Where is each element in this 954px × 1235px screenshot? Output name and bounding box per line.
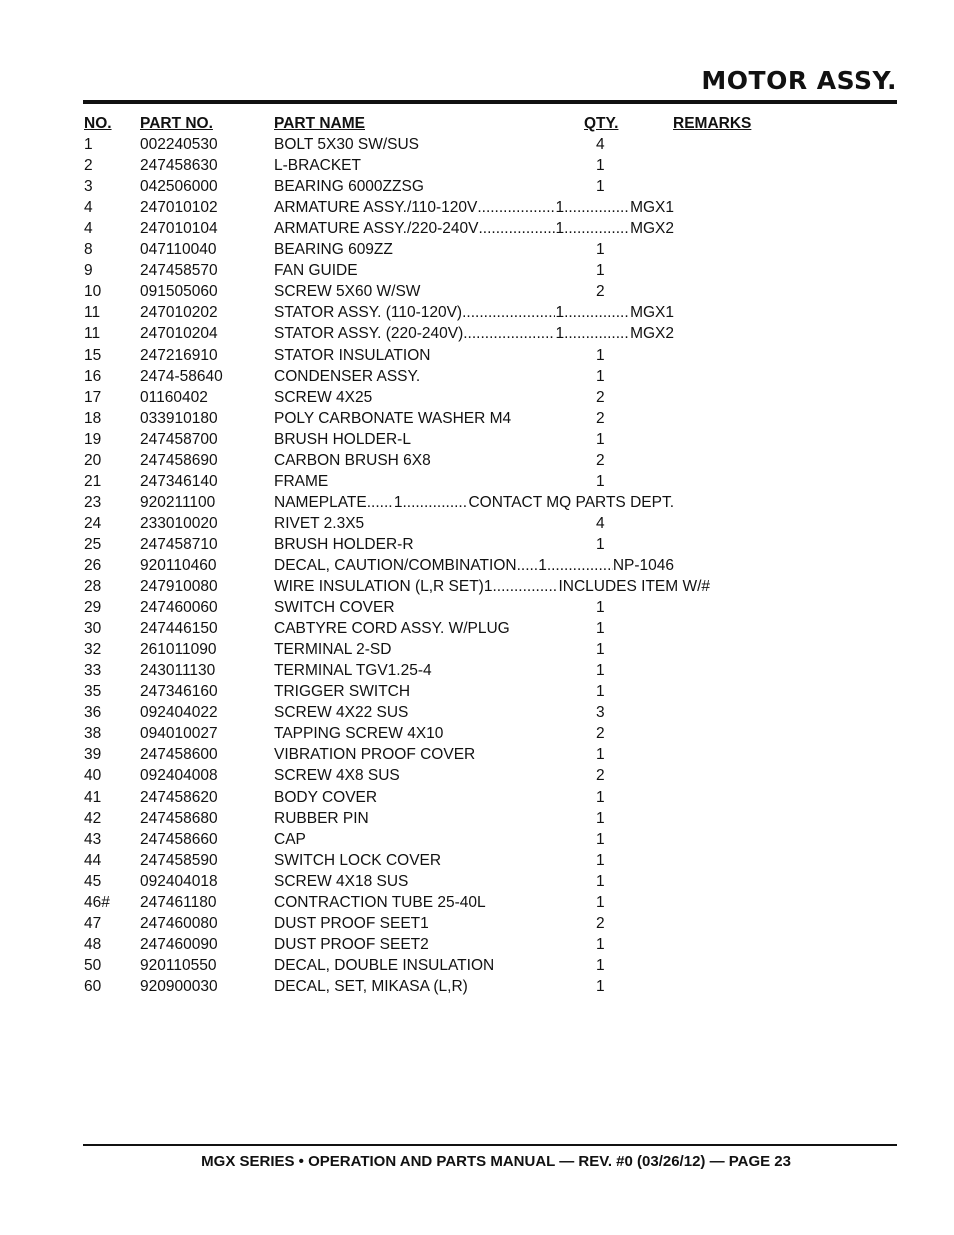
part-name: BRUSH HOLDER-L (274, 430, 411, 448)
table-row (83, 765, 897, 786)
part-name: CONTRACTION TUBE 25-40L (274, 893, 486, 911)
table-row (83, 723, 897, 744)
dotted-leader-group (274, 197, 674, 218)
table-row (83, 197, 897, 218)
part-number: 092404022 (140, 704, 218, 722)
quantity: 1 (596, 367, 605, 385)
part-name: CABTYRE CORD ASSY. W/PLUG (274, 620, 510, 638)
part-name: SCREW 5X60 W/SW (274, 283, 421, 301)
dotted-leader-group (274, 555, 674, 576)
part-number: 002240530 (140, 136, 218, 154)
quantity: 2 (596, 451, 605, 469)
part-name: CAP (274, 830, 306, 848)
table-row (83, 892, 897, 913)
remarks: MGX1 (630, 199, 674, 217)
table-row (83, 871, 897, 892)
part-name: BEARING 609ZZ (274, 241, 393, 259)
item-number: 21 (84, 472, 102, 490)
item-number: 48 (84, 935, 102, 953)
part-name: ARMATURE ASSY./220-240V (274, 220, 479, 238)
part-number: 243011130 (140, 662, 216, 680)
part-name: SCREW 4X8 SUS (274, 767, 400, 785)
part-name: FAN GUIDE (274, 262, 358, 280)
part-number: 920110550 (140, 956, 217, 974)
part-number: 247461180 (140, 893, 217, 911)
quantity: 4 (596, 514, 605, 532)
quantity: 1 (596, 893, 605, 911)
item-number: 39 (84, 746, 102, 764)
table-row (83, 976, 897, 997)
item-number: 29 (84, 599, 102, 617)
part-name: RIVET 2.3X5 (274, 514, 365, 532)
quantity: 1 (596, 599, 605, 617)
part-name: SCREW 4X22 SUS (274, 704, 409, 722)
part-number: 247010102 (140, 199, 218, 217)
part-number: 247458680 (140, 809, 218, 827)
quantity: 1 (596, 535, 605, 553)
column-header-no: NO. (84, 115, 112, 132)
part-number: 092404008 (140, 767, 218, 785)
part-number: 247460090 (140, 935, 218, 953)
part-number: 047110040 (140, 241, 217, 259)
part-name: TAPPING SCREW 4X10 (274, 725, 444, 743)
leader-dots (462, 302, 555, 323)
quantity: 1 (596, 977, 605, 995)
item-number: 8 (84, 241, 93, 259)
quantity: 2 (596, 767, 605, 785)
table-row (83, 345, 897, 366)
quantity: 1 (596, 746, 605, 764)
table-row (83, 239, 897, 260)
part-number: 2474-58640 (140, 367, 223, 385)
leader-dots (492, 576, 558, 597)
column-header-part-no: PART NO. (140, 115, 213, 132)
item-number: 26 (84, 556, 102, 574)
item-number: 18 (84, 409, 102, 427)
quantity: 1 (555, 199, 565, 217)
table-row (83, 955, 897, 976)
part-name: TERMINAL 2-SD (274, 641, 392, 659)
table-row (83, 450, 897, 471)
table-row (83, 387, 897, 408)
table-row (83, 176, 897, 197)
part-number: 261011090 (140, 641, 217, 659)
leader-dots (564, 302, 630, 323)
item-number: 28 (84, 578, 102, 596)
item-number: 35 (84, 683, 102, 701)
part-number: 247010204 (140, 325, 218, 343)
part-name: CARBON BRUSH 6X8 (274, 451, 431, 469)
item-number: 45 (84, 872, 102, 890)
table-row (83, 744, 897, 765)
leader-dots (478, 218, 555, 239)
column-header-qty: QTY. (584, 115, 619, 132)
item-number: 42 (84, 809, 102, 827)
remarks: MGX1 (630, 304, 674, 322)
part-number: 247460060 (140, 599, 218, 617)
dotted-leader-group (274, 576, 711, 597)
part-number: 247458660 (140, 830, 218, 848)
part-number: 247458630 (140, 157, 218, 175)
part-name: POLY CARBONATE WASHER M4 (274, 409, 512, 427)
quantity: 1 (538, 556, 547, 574)
table-row (83, 618, 897, 639)
item-number: 10 (84, 283, 102, 301)
item-number: 24 (84, 514, 102, 532)
leader-dots (547, 555, 613, 576)
table-row (83, 597, 897, 618)
leader-dots (564, 197, 630, 218)
quantity: 2 (596, 409, 605, 427)
leader-dots (564, 323, 630, 344)
item-number: 17 (84, 388, 102, 406)
part-name: RUBBER PIN (274, 809, 369, 827)
table-row (83, 534, 897, 555)
item-number: 19 (84, 430, 102, 448)
item-number: 3 (84, 178, 93, 196)
quantity: 1 (596, 872, 605, 890)
quantity: 1 (596, 641, 605, 659)
part-name: FRAME (274, 472, 329, 490)
quantity: 1 (555, 304, 565, 322)
leader-dots (564, 218, 630, 239)
part-name: CONDENSER ASSY. (274, 367, 421, 385)
leader-dots (477, 197, 555, 218)
table-row (83, 702, 897, 723)
item-number: 2 (84, 157, 93, 175)
table-row (83, 260, 897, 281)
item-number: 4 (84, 220, 93, 238)
part-number: 042506000 (140, 178, 218, 196)
item-number: 16 (84, 367, 102, 385)
parts-table (83, 113, 897, 997)
item-number: 4 (84, 199, 93, 217)
table-row (83, 218, 897, 239)
item-number: 25 (84, 535, 102, 553)
item-number: 36 (84, 704, 102, 722)
quantity: 1 (596, 956, 605, 974)
remarks: INCLUDES ITEM W/# (558, 578, 711, 596)
part-name: DECAL, CAUTION/COMBINATION (274, 556, 517, 574)
table-row (83, 281, 897, 302)
item-number: 30 (84, 620, 102, 638)
part-name: TRIGGER SWITCH (274, 683, 411, 701)
quantity: 1 (596, 430, 605, 448)
table-row (83, 408, 897, 429)
part-number: 247458570 (140, 262, 218, 280)
table-row (83, 366, 897, 387)
part-name: ARMATURE ASSY./110-120V (274, 199, 478, 217)
dotted-leader-group (274, 492, 674, 513)
quantity: 2 (596, 388, 605, 406)
part-number: 01160402 (140, 388, 208, 406)
table-row (83, 808, 897, 829)
quantity: 2 (596, 914, 605, 932)
table-row (83, 492, 897, 513)
item-number: 38 (84, 725, 102, 743)
part-number: 247458600 (140, 746, 218, 764)
part-number: 247216910 (140, 346, 218, 364)
part-number: 247458590 (140, 851, 218, 869)
part-name: DUST PROOF SEET2 (274, 935, 429, 953)
item-number: 11 (84, 304, 101, 322)
part-name: DECAL, SET, MIKASA (L,R) (274, 977, 468, 995)
table-row (83, 850, 897, 871)
remarks: CONTACT MQ PARTS DEPT. (468, 493, 674, 511)
page-title: MOTOR ASSY. (701, 66, 897, 95)
part-name: BOLT 5X30 SW/SUS (274, 136, 420, 154)
item-number: 44 (84, 851, 102, 869)
table-row (83, 134, 897, 155)
quantity: 1 (596, 472, 605, 490)
part-name: SWITCH LOCK COVER (274, 851, 442, 869)
table-row (83, 555, 897, 576)
part-name: SCREW 4X18 SUS (274, 872, 409, 890)
item-number: 43 (84, 830, 102, 848)
part-number: 247458710 (140, 535, 218, 553)
part-name: TERMINAL TGV1.25-4 (274, 662, 432, 680)
quantity: 1 (596, 935, 605, 953)
part-number: 247458700 (140, 430, 218, 448)
part-name: WIRE INSULATION (L,R SET) (274, 578, 484, 596)
part-number: 247010104 (140, 220, 218, 238)
item-number: 41 (84, 788, 102, 806)
quantity: 1 (596, 262, 605, 280)
part-number: 247460080 (140, 914, 218, 932)
table-row (83, 660, 897, 681)
part-name: BRUSH HOLDER-R (274, 535, 414, 553)
part-name: L-BRACKET (274, 157, 361, 175)
leader-dots (367, 492, 394, 513)
quantity: 1 (596, 809, 605, 827)
table-row (83, 913, 897, 934)
item-number: 33 (84, 662, 102, 680)
table-header (83, 113, 897, 134)
top-rule (83, 100, 897, 104)
part-number: 247010202 (140, 304, 218, 322)
dotted-leader-group (274, 218, 674, 239)
table-body (83, 134, 897, 997)
part-name: DECAL, DOUBLE INSULATION (274, 956, 495, 974)
table-row (83, 787, 897, 808)
item-number: 15 (84, 346, 102, 364)
table-row (83, 681, 897, 702)
part-number: 920211100 (140, 493, 216, 511)
part-name: NAMEPLATE (274, 493, 367, 511)
dotted-leader-group (274, 302, 674, 323)
table-row (83, 639, 897, 660)
item-number: 32 (84, 641, 102, 659)
part-name: BODY COVER (274, 788, 378, 806)
part-number: 247446150 (140, 620, 218, 638)
part-name: STATOR INSULATION (274, 346, 431, 364)
item-number: 47 (84, 914, 102, 932)
quantity: 1 (555, 325, 565, 343)
table-row (83, 471, 897, 492)
part-number: 094010027 (140, 725, 218, 743)
part-name: STATOR ASSY. (110-120V) (274, 304, 463, 322)
quantity: 1 (596, 830, 605, 848)
bottom-rule (83, 1144, 897, 1146)
part-name: SWITCH COVER (274, 599, 395, 617)
table-row (83, 155, 897, 176)
part-number: 247346160 (140, 683, 218, 701)
quantity: 3 (596, 704, 605, 722)
quantity: 1 (596, 788, 605, 806)
leader-dots (463, 323, 555, 344)
quantity: 2 (596, 283, 605, 301)
item-number: 60 (84, 977, 102, 995)
quantity: 1 (555, 220, 565, 238)
quantity: 1 (596, 241, 605, 259)
item-number: 40 (84, 767, 102, 785)
part-number: 247458690 (140, 451, 218, 469)
part-number: 233010020 (140, 514, 218, 532)
remarks: MGX2 (630, 220, 674, 238)
part-name: SCREW 4X25 (274, 388, 373, 406)
table-row (83, 829, 897, 850)
page-footer: MGX SERIES • OPERATION AND PARTS MANUAL — REV. #0 (03/26/12) — PAGE 23 (201, 1153, 791, 1170)
column-header-remarks: REMARKS (673, 115, 752, 132)
part-number: 247910080 (140, 578, 218, 596)
part-number: 247346140 (140, 472, 218, 490)
quantity: 1 (596, 178, 605, 196)
quantity: 1 (596, 620, 605, 638)
part-name: DUST PROOF SEET1 (274, 914, 429, 932)
quantity: 2 (596, 725, 605, 743)
item-number: 50 (84, 956, 102, 974)
table-row (83, 934, 897, 955)
part-number: 920110460 (140, 556, 217, 574)
part-number: 092404018 (140, 872, 218, 890)
table-row (83, 429, 897, 450)
table-row (83, 323, 897, 344)
quantity: 1 (393, 493, 403, 511)
part-number: 033910180 (140, 409, 218, 427)
quantity: 1 (596, 157, 605, 175)
quantity: 4 (596, 136, 605, 154)
leader-dots (517, 555, 539, 576)
part-name: BEARING 6000ZZSG (274, 178, 424, 196)
item-number: 23 (84, 493, 102, 511)
table-row (83, 302, 897, 323)
remarks: NP-1046 (612, 556, 674, 574)
leader-dots (402, 492, 468, 513)
quantity: 1 (596, 683, 605, 701)
part-name: VIBRATION PROOF COVER (274, 746, 476, 764)
column-header-part-name: PART NAME (274, 115, 365, 132)
item-number: 46# (84, 893, 110, 911)
item-number: 20 (84, 451, 102, 469)
quantity: 1 (596, 851, 605, 869)
table-row (83, 576, 897, 597)
quantity: 1 (596, 346, 605, 364)
part-number: 920900030 (140, 977, 218, 995)
remarks: MGX2 (630, 325, 674, 343)
part-name: STATOR ASSY. (220-240V) (274, 325, 464, 343)
part-number: 091505060 (140, 283, 218, 301)
item-number: 11 (84, 325, 101, 343)
part-number: 247458620 (140, 788, 218, 806)
dotted-leader-group (274, 323, 674, 344)
item-number: 9 (84, 262, 93, 280)
item-number: 1 (84, 136, 93, 154)
table-row (83, 513, 897, 534)
quantity: 1 (596, 662, 605, 680)
quantity: 1 (483, 578, 493, 596)
